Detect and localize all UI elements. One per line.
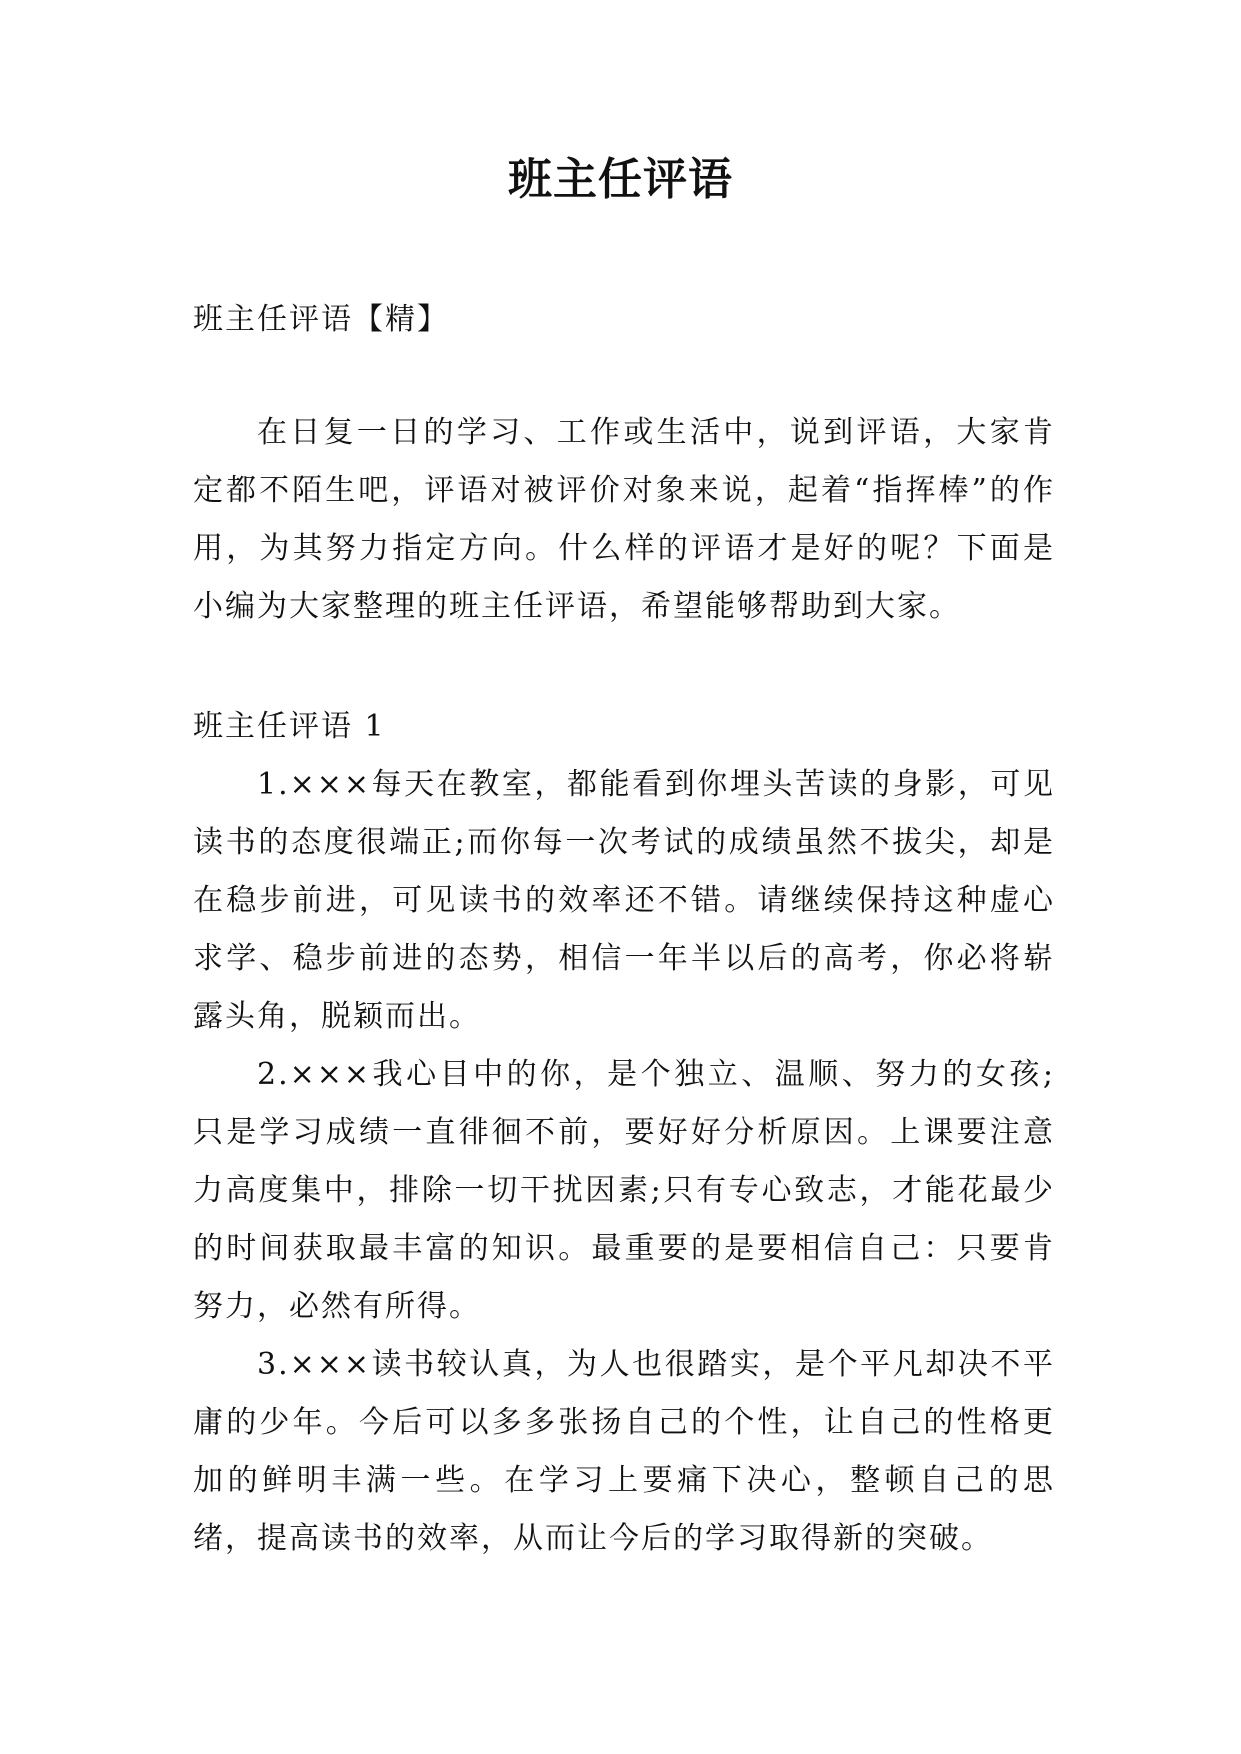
intro-paragraph: 在日复一日的学习、工作或生活中，说到评语，大家肯定都不陌生吧，评语对被评价对象来说，起着“指挥棒”的作用，为其努力指定方向。什么样的评语才是好的呢？下面是小编为大家整理的班主任评语，希望能够帮助到大家。 xyxy=(193,415,1055,624)
comment-item-2: 2.×××我心目中的你，是个独立、温顺、努力的女孩;只是学习成绩一直徘徊不前，要好好分析原因。上课要注意力高度集中，排除一切干扰因素;只有专心致志，才能花最少的时间获取最丰富的知识。最重要的是要相信自己：只要肯努力，必然有所得。 xyxy=(193,1057,1055,1324)
section-heading: 班主任评语 1 xyxy=(193,709,386,744)
document-subtitle: 班主任评语【精】 xyxy=(193,302,449,337)
comment-item-3: 3.×××读书较认真，为人也很踏实，是个平凡却决不平庸的少年。今后可以多多张扬自己的个性，让自己的性格更加的鲜明丰满一些。在学习上要痛下决心，整顿自己的思绪，提高读书的效率，从而让今后的学习取得新的突破。 xyxy=(193,1347,1055,1556)
comment-item-1: 1.×××每天在教室，都能看到你埋头苦读的身影，可见读书的态度很端正;而你每一次考试的成绩虽然不拔尖，却是在稳步前进，可见读书的效率还不错。请继续保持这种虚心求学、稳步前进的态势，相信一年半以后的高考，你必将崭露头角，脱颖而出。 xyxy=(193,767,1055,1034)
document-title: 班主任评语 xyxy=(508,154,733,205)
